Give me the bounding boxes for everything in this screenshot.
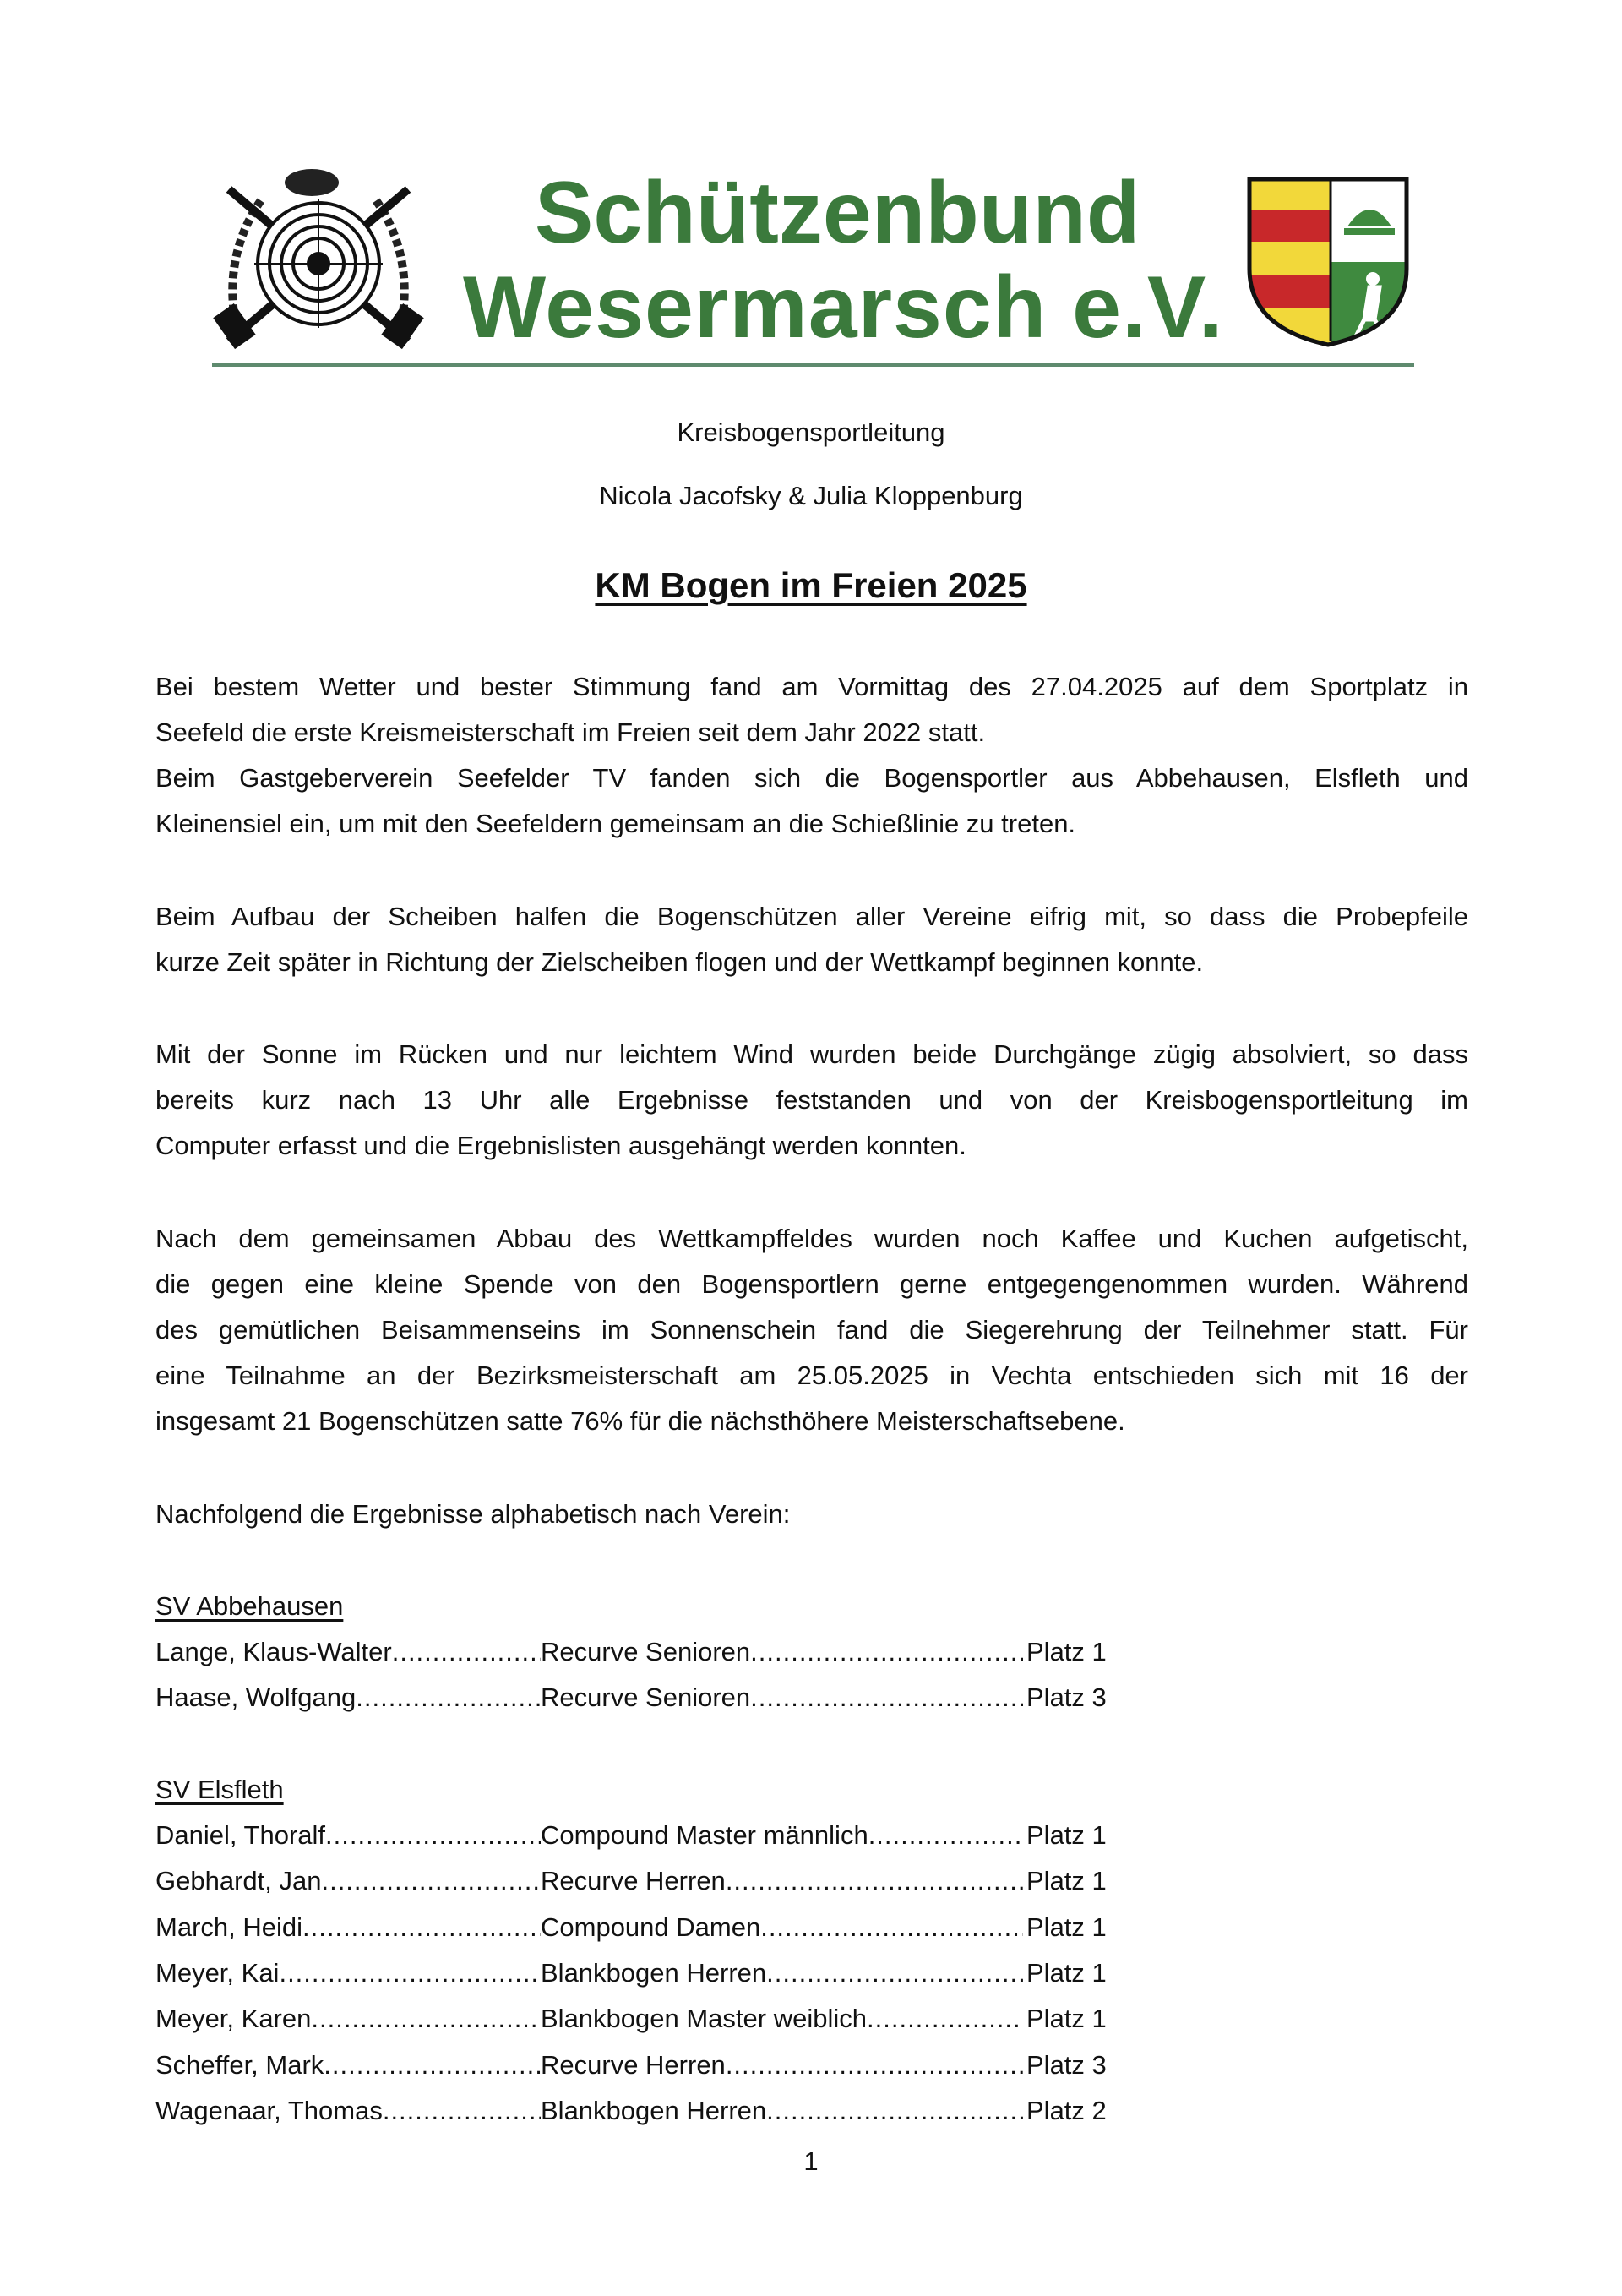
result-row [155,1905,1110,1950]
place-cell [1023,1858,1107,1904]
club-heading: SV Elsfleth [155,1775,284,1804]
text-line: Beim Aufbau der Scheiben halfen die Bogenschützen aller Vereine eifrig mit, so dass die Probepfeile [155,902,1468,931]
category-name: Blankbogen Herren [541,2095,767,2125]
paragraph-competition [155,1032,1468,1169]
place-cell [1023,2042,1107,2088]
result-row [155,1629,1110,1675]
result-row [155,2088,1110,2134]
place-cell [1023,1813,1107,1858]
person-cell [155,1675,541,1721]
text-line: Seefeld die erste Kreismeisterschaft im Freien seit dem Jahr 2022 statt. [155,717,986,747]
dot-leader [392,1629,541,1675]
person-name: Meyer, Kai [155,1957,280,1988]
text-line: des gemütlichen Beisammenseins im Sonnenschein fand die Siegerehrung der Teilnehmer statt. Für [155,1315,1468,1344]
paragraph-ceremony [155,1216,1468,1444]
logo-title-line2: Wesermarsch e.V. [463,259,1224,357]
place-value: Platz 1 [1026,2004,1107,2034]
category-name: Compound Master männlich [541,1820,868,1850]
result-row [155,1675,1110,1721]
dot-leader [760,1905,1023,1950]
category-cell [541,2088,1023,2134]
category-cell [541,1905,1023,1950]
person-cell [155,1996,541,2042]
department-label: Kreisbogensportleitung [677,417,945,447]
text-line: Mit der Sonne im Rücken und nur leichtem Wind wurden beide Durchgänge zügig absolviert, so dass [155,1039,1468,1069]
text-line: kurze Zeit später in Richtung der Zielscheiben flogen und der Wettkampf beginnen konnte. [155,947,1204,977]
result-row [155,1996,1110,2042]
place-cell [1023,1629,1107,1675]
dot-leader [868,1813,1023,1858]
person-cell [155,1905,541,1950]
result-row [155,2042,1110,2088]
category-name: Blankbogen Master weiblich [541,2004,867,2034]
category-cell [541,1950,1023,1996]
dot-leader [324,2042,541,2088]
place-value: Platz 1 [1026,1820,1107,1850]
place-value: Platz 1 [1026,1637,1107,1666]
header-divider [212,363,1414,367]
dot-leader [321,1858,541,1904]
dot-leader [726,2042,1023,2088]
place-cell [1023,1950,1107,1996]
paragraph-setup [155,894,1468,985]
text-line: Bei bestem Wetter und bester Stimmung fand am Vormittag des 27.04.2025 auf dem Sportplatz in [155,672,1468,701]
text-line: Kleinensiel ein, um mit den Seefeldern gemeinsam an die Schießlinie zu treten. [155,809,1076,838]
person-name: Wagenaar, Thomas [155,2095,383,2125]
category-name: Recurve Herren [541,2049,726,2080]
person-name: Daniel, Thoralf [155,1820,326,1850]
person-cell [155,1629,541,1675]
category-name: Recurve Herren [541,1866,726,1896]
place-value: Platz 1 [1026,1957,1107,1988]
person-cell [155,2088,541,2134]
result-row [155,1858,1110,1904]
text-line: Nachfolgend die Ergebnisse alphabetisch nach Verein: [155,1499,791,1529]
category-cell [541,1629,1023,1675]
category-cell [541,1858,1023,1904]
person-name: Haase, Wolfgang [155,1682,357,1713]
category-cell [541,1675,1023,1721]
place-value: Platz 1 [1026,1866,1107,1896]
place-value: Platz 2 [1026,2095,1107,2125]
text-line: die gegen eine kleine Spende von den Bogensportlern gerne entgegengenommen wurden. Während [155,1269,1468,1299]
text-line: Computer erfasst und die Ergebnislisten ausgehängt werden konnten. [155,1131,966,1160]
dot-leader [750,1629,1023,1675]
result-row [155,1813,1110,1858]
place-value: Platz 3 [1026,2049,1107,2080]
club-heading: SV Abbehausen [155,1591,344,1621]
dot-leader [726,1858,1023,1904]
category-cell [541,1996,1023,2042]
text-line: eine Teilnahme an der Bezirksmeisterschaft am 25.05.2025 in Vechta entschieden sich mit 16 der [155,1361,1468,1390]
person-cell [155,1950,541,1996]
category-name: Blankbogen Herren [541,1957,767,1988]
dot-leader [311,1996,541,2042]
text-line: Beim Gastgeberverein Seefelder TV fanden sich die Bogensportler aus Abbehausen, Elsfleth und [155,763,1468,793]
person-cell [155,1858,541,1904]
place-value: Platz 3 [1026,1682,1107,1713]
dot-leader [356,1675,541,1721]
dot-leader [867,1996,1023,2042]
paragraph-results-intro [155,1492,1468,1537]
place-value: Platz 1 [1026,1912,1107,1942]
shooting-emblem-logo [212,164,425,352]
category-cell [541,2042,1023,2088]
place-cell [1023,1905,1107,1950]
leaders-label: Nicola Jacofsky & Julia Kloppenburg [599,481,1023,510]
category-name: Recurve Senioren [541,1637,751,1666]
logo-title-line1: Schützenbund [535,164,1140,262]
dot-leader [766,1950,1023,1996]
page-title: KM Bogen im Freien 2025 [595,565,1027,605]
person-name: March, Heidi [155,1912,302,1942]
dot-leader [302,1905,541,1950]
text-line: insgesamt 21 Bogenschützen satte 76% für die nächsthöhere Meisterschaftsebene. [155,1406,1125,1436]
person-name: Gebhardt, Jan [155,1866,322,1896]
place-cell [1023,1996,1107,2042]
place-cell [1023,1675,1107,1721]
text-line: Nach dem gemeinsamen Abbau des Wettkampffeldes wurden noch Kaffee und Kuchen aufgetischt, [155,1224,1468,1253]
coat-of-arms-logo [1246,176,1410,348]
dot-leader [279,1950,541,1996]
dot-leader [766,2088,1023,2134]
person-cell [155,2042,541,2088]
category-name: Compound Damen [541,1912,761,1942]
dot-leader [383,2088,541,2134]
result-row [155,1950,1110,1996]
dot-leader [325,1813,541,1858]
category-cell [541,1813,1023,1858]
paragraph-intro [155,664,1468,847]
dot-leader [750,1675,1023,1721]
person-name: Scheffer, Mark [155,2049,324,2080]
text-line: bereits kurz nach 13 Uhr alle Ergebnisse feststanden und von der Kreisbogensportleitung im [155,1085,1468,1115]
person-name: Lange, Klaus-Walter [155,1637,392,1666]
category-name: Recurve Senioren [541,1682,751,1713]
page-number: 1 [803,2146,819,2176]
person-cell [155,1813,541,1858]
place-cell [1023,2088,1107,2134]
person-name: Meyer, Karen [155,2004,312,2034]
